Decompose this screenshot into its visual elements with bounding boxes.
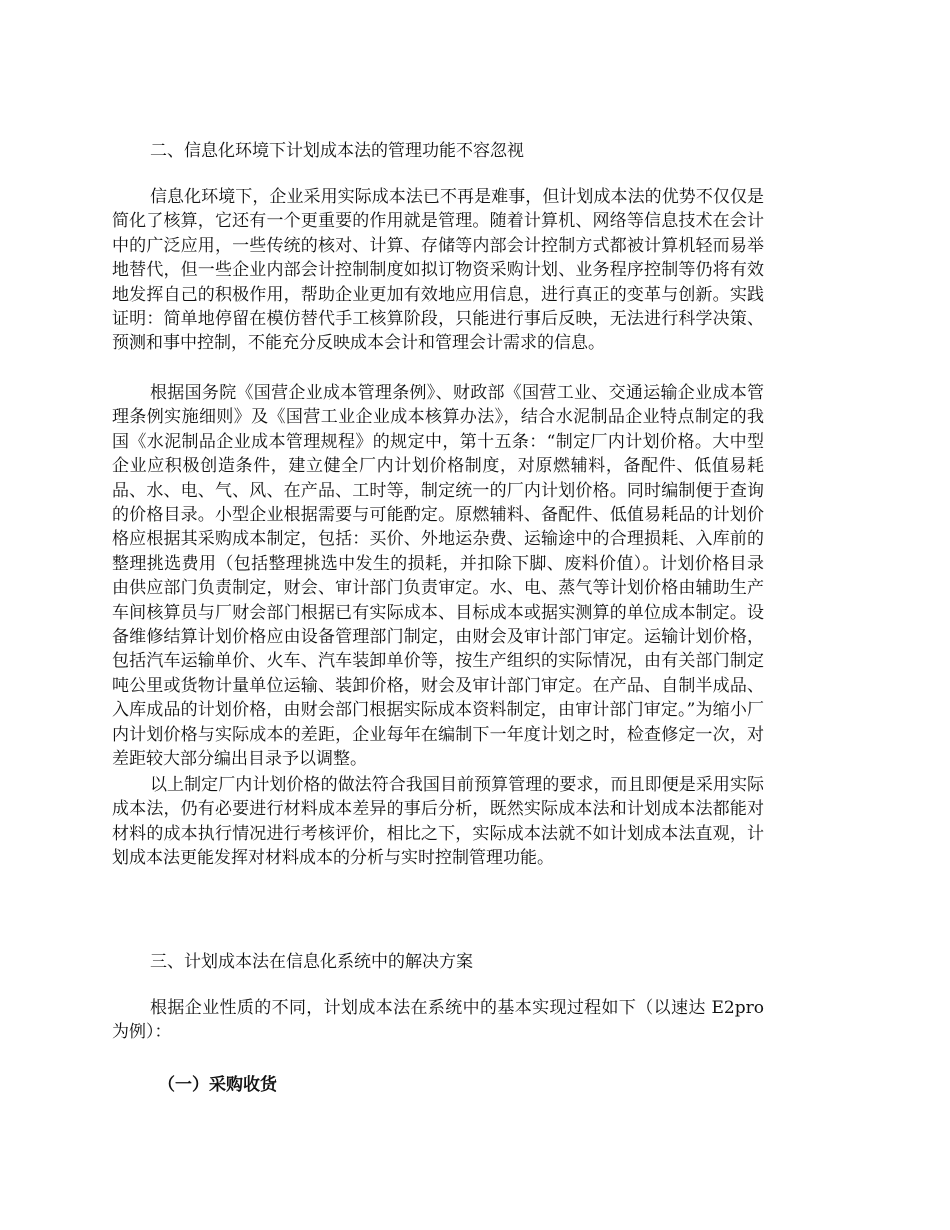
paragraph-solution-intro: 根据企业性质的不同，计划成本法在系统中的基本实现过程如下（以速达 E2pro 为例）： (112, 998, 764, 1043)
section-heading-3: 三、计划成本法在信息化系统中的解决方案 (150, 952, 473, 972)
paragraph-regulations: 根据国务院《国营企业成本管理条例》、财政部《国营工业、交通运输企业成本管理条例实施细则》及《国营工业企业成本核算办法》，结合水泥制品企业特点制定的我国《水泥制品企业成本管理规程》的规定中，第十五条：“制定厂内计划价格。大中型企业应积极创造条件，建立健全厂内计划价格制度，对原燃辅料，备配件、低值易耗品、水、电、气、风、在产品、工时等，制定统一的厂内计划价格。同时编制便于查询的价格目录。小型企业根据需要与可能酌定。原燃辅料、备配件、低值易耗品的计划价格应根据其采购成本制定，包括：买价、外地运杂费、运输途中的合理损耗、入库前的整理挑选费用（包括整理挑选中发生的损耗，并扣除下脚、废料价值）。计划价格目录由供应部门负责制定，财会、审计部门负责审定。水、电、蒸气等计划价格由辅助生产车间核算员与厂财会部门根据已有实际成本、目标成本或据实测算的单位成本制定。设备维修结算计划价格应由设备管理部门制定，由财会及审计部门审定。运输计划价格，包括汽车运输单价、火车、汽车装卸单价等，按生产组织的实际情况，由有关部门制定吨公里或货物计量单位运输、装卸价格，财会及审计部门审定。在产品、自制半成品、入库成品的计划价格，由财会部门根据实际成本资料制定，由审计部门审定。”为缩小厂内计划价格与实际成本的差距，企业每年在编制下一年度计划之时，检查修定一次，对差距较大部分编出目录予以调整。 (112, 383, 764, 770)
subheading-purchase-receipt: （一）采购收货 (158, 1075, 277, 1095)
section-heading-2: 二、信息化环境下计划成本法的管理功能不容忽视 (150, 141, 524, 161)
paragraph-conclusion: 以上制定厂内计划价格的做法符合我国目前预算管理的要求，而且即便是采用实际成本法，仍有必要进行材料成本差异的事后分析，既然实际成本法和计划成本法都能对材料的成本执行情况进行考核评价，相比之下，实际成本法就不如计划成本法直观，计划成本法更能发挥对材料成本的分析与实时控制管理功能。 (112, 775, 764, 869)
paragraph-informatization: 信息化环境下，企业采用实际成本法已不再是难事，但计划成本法的优势不仅仅是简化了核算，它还有一个更重要的作用就是管理。随着计算机、网络等信息技术在会计中的广泛应用，一些传统的核对、计算、存储等内部会计控制方式都被计算机轻而易举地替代，但一些企业内部会计控制制度如拟订物资采购计划、业务程序控制等仍将有效地发挥自己的积极作用，帮助企业更加有效地应用信息，进行真正的变革与创新。实践证明：简单地停留在模仿替代手工核算阶段，只能进行事后反映，无法进行科学决策、预测和事中控制，不能充分反映成本会计和管理会计需求的信息。 (112, 187, 764, 354)
